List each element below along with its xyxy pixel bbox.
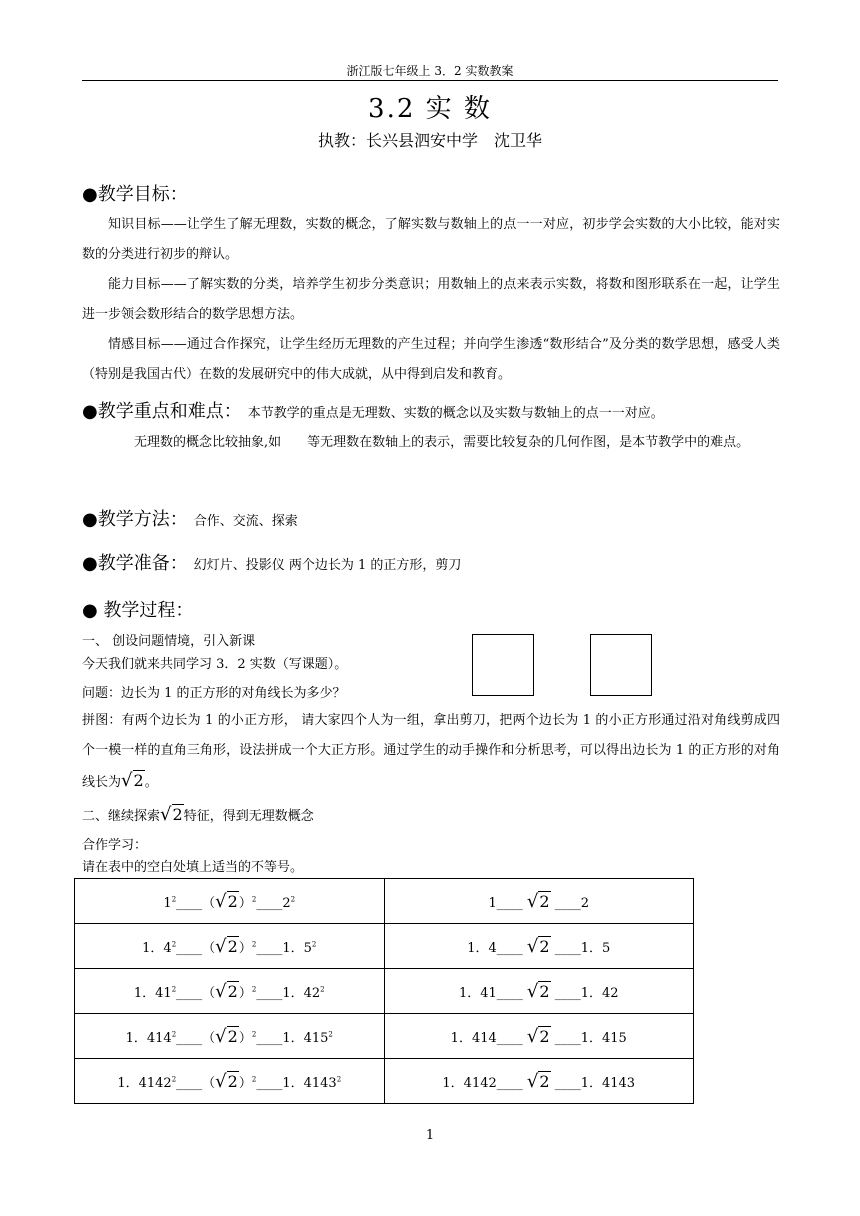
page-title: 3.2 实 数 (368, 94, 492, 124)
table-instruction: 请在表中的空白处填上适当的不等号。 (82, 860, 304, 875)
blank: ____ (176, 940, 203, 956)
blank: ____ (176, 1030, 203, 1046)
blank: ____ (554, 895, 581, 911)
key-points-title: ●教学重点和难点： (82, 401, 242, 422)
goals-heading: ●教学目标： (82, 184, 188, 205)
blank: ____ (496, 1030, 523, 1046)
sqrt2-symbol: √2 (215, 935, 238, 957)
step1-puzzle-text: 拼图：有两个边长为 1 的小正方形， 请大家四个人为一组，拿出剪刀，把两个边长为 1 的小正方形通过沿对角线剪成四个一模一样的直角三角形，设法拼成一个大正方形。通过学生的动手操作和分析思考，可以得出边长为 1 的正方形的对角线长为 (82, 713, 780, 790)
key-points-heading (82, 397, 664, 423)
sqrt2-symbol: √2 (526, 1070, 550, 1092)
difficulty-paragraph: 无理数的概念比较抽象,如 等无理数在数轴上的表示，需要比较复杂的几何作图，是本节教学中的难点。 (134, 435, 750, 450)
ability-goal: 能力目标——了解实数的分类，培养学生初步分类意识；用数轴上的点来表示实数，将数和图形联系在一起，让学生进一步领会数形结合的数学思想方法。 (82, 277, 780, 322)
left-cell: 1．$414^2\_\_\_\_(√2)^2\_\_\_\_1$．$415^2$ (75, 1014, 385, 1059)
sqrt2-symbol: √2 (526, 935, 550, 957)
sqrt2-symbol: √2 (526, 890, 550, 912)
prep-title: ●教学准备： (82, 553, 188, 574)
blank: ____ (256, 895, 283, 911)
sqrt2-symbol: √2 (215, 890, 238, 912)
method-heading (82, 505, 298, 531)
blank: ____ (554, 1030, 581, 1046)
unit-square-left (472, 634, 534, 696)
sqrt2-symbol: √2 (215, 1025, 238, 1047)
process-heading: ● 教学过程： (82, 600, 194, 621)
key-points-inline: 本节教学的重点是无理数、实数的概念以及实数与数轴上的点一一对应。 (247, 406, 664, 421)
table-row (75, 1059, 694, 1104)
blank: ____ (554, 985, 581, 1001)
blank: ____ (496, 940, 523, 956)
blank: ____ (496, 985, 523, 1001)
prep-heading (82, 549, 461, 575)
step1-title: 一、 创设问题情境，引入新课 (82, 634, 256, 649)
blank: ____ (496, 895, 523, 911)
blank: ____ (256, 1075, 283, 1091)
method-title: ●教学方法： (82, 509, 188, 530)
blank: ____ (496, 1075, 523, 1091)
header-rule (82, 80, 778, 81)
method-inline: 合作、交流、探索 (193, 514, 298, 529)
comparison-table (74, 878, 694, 1104)
step2-title: 二、继续探索√2特征，得到无理数概念 (82, 804, 314, 825)
blank: ____ (256, 1030, 283, 1046)
left-cell: 1．$41^2\_\_\_\_(√2)^2\_\_\_\_1$．$42^2$ (75, 969, 385, 1014)
sqrt2-symbol: √2 (215, 1070, 238, 1092)
step1-question: 问题：边长为 1 的正方形的对角线长为多少？ (82, 686, 346, 701)
page-number: 1 (425, 1128, 435, 1143)
blank: ____ (176, 985, 203, 1001)
sqrt2-symbol: √2 (526, 980, 550, 1002)
table-row (75, 924, 694, 969)
knowledge-goal: 知识目标——让学生了解无理数，实数的概念，了解实数与数轴上的点一一对应，初步学会实数的大小比较，能对实数的分类进行初步的辩认。 (82, 217, 780, 262)
left-cell: 1．$4142^2\_\_\_\_(√2)^2\_\_\_\_1$．4143$^2$ (75, 1059, 385, 1104)
step1-puzzle: 拼图：有两个边长为 1 的小正方形， 请大家四个人为一组，拿出剪刀，把两个边长为 1 的小正方形通过沿对角线剪成四个一模一样的直角三角形，设法拼成一个大正方形。通过学生的动手操作和分析思考，可以得出边长为 1 的正方形的对角线长为√2。 (82, 706, 780, 798)
coop-label: 合作学习： (82, 838, 148, 853)
running-header: 浙江版七年级上 3．2 实数教案 (346, 64, 514, 78)
right-cell: 1．414____ √2 ____1．415 (384, 1014, 694, 1059)
blank: ____ (176, 1075, 203, 1091)
prep-inline: 幻灯片、投影仪 两个边长为 1 的正方形，剪刀 (193, 558, 462, 573)
right-cell: 1．4____ √2 ____1．5 (384, 924, 694, 969)
table-row (75, 879, 694, 924)
unit-square-right (590, 634, 652, 696)
sqrt2-symbol: √2 (526, 1025, 550, 1047)
table-row (75, 1014, 694, 1059)
left-cell: $1^2\_\_\_\_(√2)^2\_\_\_\_2^2$ (75, 879, 385, 924)
emotion-goal: 情感目标——通过合作探究，让学生经历无理数的产生过程；并向学生渗透“数形结合”及分类的数学思想，感受人类（特别是我国古代）在数的发展研究中的伟大成就，从中得到启发和教育。 (82, 337, 780, 382)
blank: ____ (554, 940, 581, 956)
sqrt2-symbol: √2 (215, 980, 238, 1002)
sqrt2-symbol: √2 (121, 770, 144, 791)
blank: ____ (176, 895, 203, 911)
blank: ____ (554, 1075, 581, 1091)
table-row (75, 969, 694, 1014)
right-cell: 1．4142____ √2 ____1．4143 (384, 1059, 694, 1104)
right-cell: 1．41____ √2 ____1．42 (384, 969, 694, 1014)
blank: ____ (256, 940, 283, 956)
step1-line1: 今天我们就来共同学习 3．2 实数（写课题）。 (82, 657, 348, 672)
left-cell: 1．$4^2\_\_\_\_(√2)^2\_\_\_\_1$．$5^2$ (75, 924, 385, 969)
blank: ____ (256, 985, 283, 1001)
right-cell: 1____ √2 ____2 (384, 879, 694, 924)
byline: 执教：长兴县泗安中学 沈卫华 (317, 131, 542, 150)
sqrt2-symbol: √2 (160, 804, 183, 825)
